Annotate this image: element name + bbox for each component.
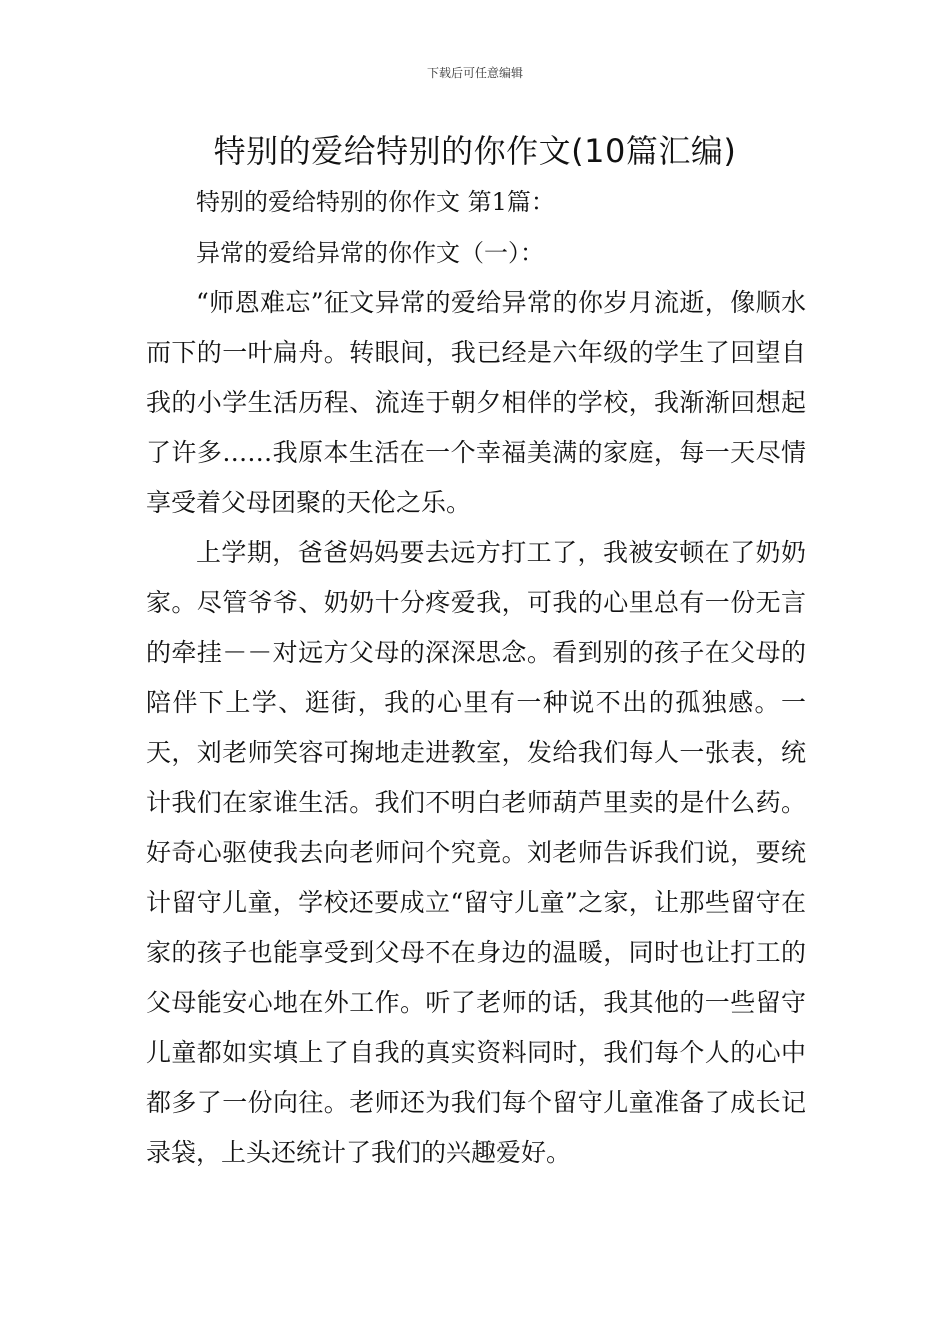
article-heading: 异常的爱给异常的你作文（一）： [196, 239, 544, 267]
body-paragraph: “师恩难忘”征文异常的爱给异常的你岁月流逝，像顺水而下的一叶扁舟。转眼间，我已经是六年级的学生了回望自我的小学生活历程、流连于朝夕相伴的学校，我渐渐回想起了许多……我原本生活在一个幸福美满的家庭，每一天尽情享受着父母团聚的天伦之乐。 [146, 288, 806, 517]
section-heading: 特别的爱给特别的你作文 第1篇： [196, 188, 555, 216]
body-paragraph: 上学期，爸爸妈妈要去远方打工了，我被安顿在了奶奶家。尽管爷爷、奶奶十分疼爱我，可我的心里总有一份无言的牵挂－－对远方父母的深深思念。看到别的孩子在父母的陪伴下上学、逛街，我的心里有一种说不出的孤独感。一天，刘老师笑容可掬地走进教室，发给我们每人一张表，统计我们在家谁生活。我们不明白老师葫芦里卖的是什么药。好奇心驱使我去向老师问个究竟。刘老师告诉我们说，要统计留守儿童，学校还要成立“留守儿童”之家，让那些留守在家的孩子也能享受到父母不在身边的温暖，同时也让打工的父母能安心地在外工作。听了老师的话，我其他的一些留守儿童都如实填上了自我的真实资料同时，我们每个人的心中都多了一份向往。老师还为我们每个留守儿童准备了成长记录袋，上头还统计了我们的兴趣爱好。 [146, 538, 806, 1167]
document-title: 特别的爱给特别的你作文(10篇汇编) [213, 132, 737, 170]
header-note: 下载后可任意编辑 [426, 66, 523, 80]
